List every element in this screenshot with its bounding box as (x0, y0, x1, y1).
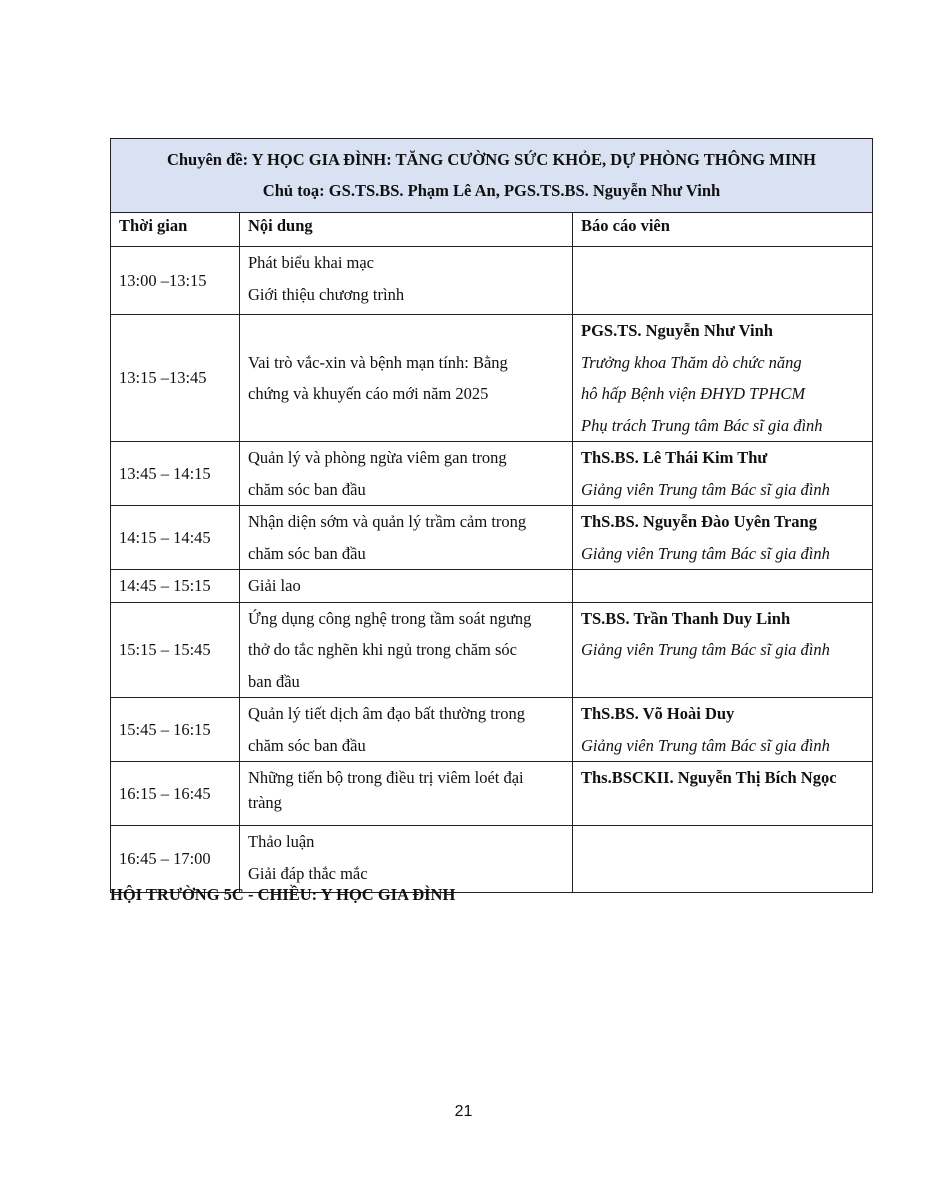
speaker-cell (573, 247, 873, 315)
schedule-rows (111, 247, 873, 893)
speaker-role: Giảng viên Trung tâm Bác sĩ gia đình (581, 479, 830, 499)
column-header-time: Thời gian (111, 213, 240, 247)
speaker-role: Giảng viên Trung tâm Bác sĩ gia đình (581, 543, 830, 563)
time-cell: 15:15 – 15:45 (111, 602, 240, 698)
content-cell (240, 570, 573, 603)
content-cell (240, 762, 573, 826)
content-line: Vai trò vắc-xin và bệnh mạn tính: Bằng (248, 352, 508, 372)
content-line: thở do tắc nghẽn khi ngủ trong chăm sóc (248, 640, 518, 659)
content-line: ban đầu (248, 671, 300, 691)
table-row (111, 762, 873, 826)
content-line: chăm sóc ban đầu (248, 479, 366, 499)
time-cell: 15:45 – 16:15 (111, 698, 240, 762)
content-line: Giới thiệu chương trình (248, 284, 405, 304)
time-cell: 16:15 – 16:45 (111, 762, 240, 826)
time-cell: 16:45 – 17:00 (111, 826, 240, 893)
content-cell (240, 826, 573, 893)
time-cell: 14:15 – 14:45 (111, 506, 240, 570)
speaker-role: hô hấp Bệnh viện ĐHYD TPHCM (581, 384, 806, 403)
table-row (111, 826, 873, 893)
content-line: Giải đáp thắc mắc (248, 863, 368, 883)
schedule-table (110, 138, 873, 893)
content-line: Giải lao (248, 576, 301, 595)
speaker-cell (573, 602, 873, 698)
content-cell (240, 315, 573, 442)
content-line: Nhận diện sớm và quản lý trầm cảm trong (248, 512, 527, 531)
speaker-name: ThS.BS. Nguyễn Đào Uyên Trang (581, 512, 817, 531)
speaker-cell (573, 442, 873, 506)
speaker-cell (573, 762, 873, 826)
content-cell (240, 247, 573, 315)
session-chairs: Chủ toạ: GS.TS.BS. Phạm Lê An, PGS.TS.BS. Nguyễn Như Vinh (262, 181, 721, 200)
content-line: Thảo luận (248, 832, 315, 851)
content-line: chăm sóc ban đầu (248, 543, 366, 563)
content-line (248, 315, 564, 347)
column-header-speaker: Báo cáo viên (573, 213, 873, 247)
column-header-row (111, 213, 873, 247)
table-row (111, 506, 873, 570)
content-line: Phát biểu khai mạc (248, 253, 375, 272)
speaker-cell (573, 698, 873, 762)
session-header (111, 139, 873, 213)
content-cell (240, 442, 573, 506)
table-row (111, 698, 873, 762)
speaker-role: Trưởng khoa Thăm dò chức năng (581, 352, 802, 372)
session-topic: Chuyên đề: Y HỌC GIA ĐÌNH: TĂNG CƯỜNG SỨC KHỎE, DỰ PHÒNG THÔNG MINH (166, 150, 817, 169)
column-header-content: Nội dung (240, 213, 573, 247)
speaker-cell (573, 826, 873, 893)
content-line: chăm sóc ban đầu (248, 735, 366, 755)
speaker-name: ThS.BS. Lê Thái Kim Thư (581, 448, 768, 467)
speaker-role: Giảng viên Trung tâm Bác sĩ gia đình (581, 640, 830, 659)
time-cell: 13:45 – 14:15 (111, 442, 240, 506)
content-cell (240, 698, 573, 762)
content-cell (240, 602, 573, 698)
table-row (111, 602, 873, 698)
content-line: Ứng dụng công nghệ trong tầm soát ngưng (248, 608, 532, 628)
time-cell: 13:00 –13:15 (111, 247, 240, 315)
page-number: 21 (454, 1103, 473, 1120)
content-line: Quản lý tiết dịch âm đạo bất thường trong (248, 704, 526, 723)
hall-title: HỘI TRƯỜNG 5C - CHIỀU: Y HỌC GIA ĐÌNH (110, 885, 456, 904)
content-line: Những tiến bộ trong điều trị viêm loét đại (248, 768, 524, 787)
content-line: tràng (248, 792, 282, 812)
speaker-role: Giảng viên Trung tâm Bác sĩ gia đình (581, 735, 830, 755)
speaker-cell (573, 570, 873, 603)
table-row (111, 315, 873, 442)
speaker-name: Ths.BSCKII. Nguyễn Thị Bích Ngọc (581, 768, 837, 787)
speaker-role: Phụ trách Trung tâm Bác sĩ gia đình (581, 415, 823, 435)
table-row (111, 247, 873, 315)
speaker-name: TS.BS. Trần Thanh Duy Linh (581, 608, 791, 628)
session-header-row (111, 139, 873, 213)
speaker-name: ThS.BS. Võ Hoài Duy (581, 704, 735, 723)
speaker-cell (573, 506, 873, 570)
content-cell (240, 506, 573, 570)
time-cell: 13:15 –13:45 (111, 315, 240, 442)
table-row (111, 570, 873, 603)
table-row (111, 442, 873, 506)
speaker-name: PGS.TS. Nguyễn Như Vinh (581, 321, 773, 340)
speaker-cell (573, 315, 873, 442)
content-line: chứng và khuyến cáo mới năm 2025 (248, 384, 489, 403)
content-line: Quản lý và phòng ngừa viêm gan trong (248, 448, 507, 467)
time-cell: 14:45 – 15:15 (111, 570, 240, 603)
